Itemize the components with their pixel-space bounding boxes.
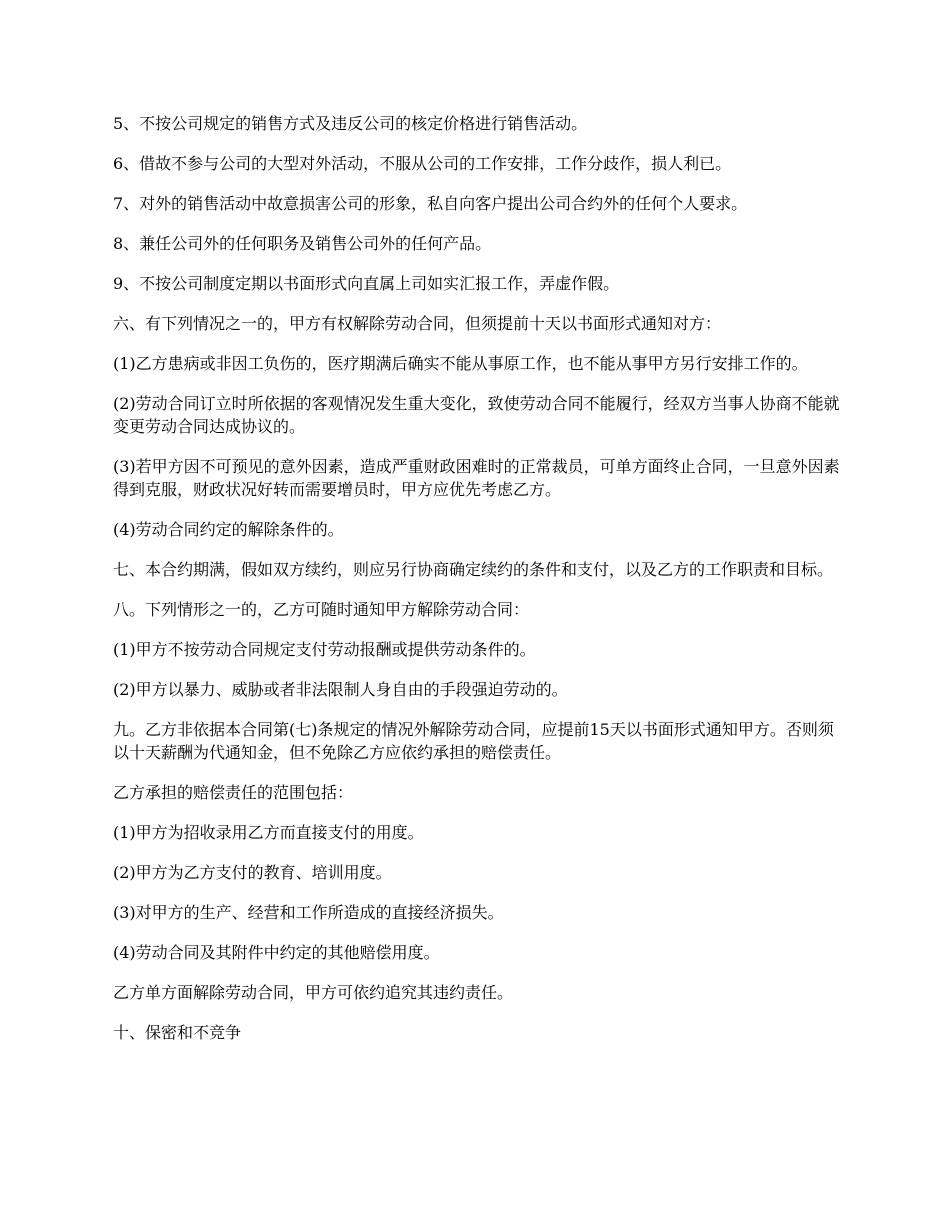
paragraph-item-9: 9、不按公司制度定期以书面形式向直属上司如实汇报工作，弄虚作假。 bbox=[113, 274, 620, 293]
section-eight-item-1: (1)甲方不按劳动合同规定支付劳动报酬或提供劳动条件的。 bbox=[113, 640, 536, 659]
paragraph-item-7: 7、对外的销售活动中故意损害公司的形象，私自向客户提出公司合约外的任何个人要求。 bbox=[113, 194, 748, 213]
section-six-item-1: (1)乙方患病或非因工负伤的，医疗期满后确实不能从事原工作，也不能从事甲方另行安排工作的。 bbox=[113, 354, 808, 373]
section-six-item-4: (4)劳动合同约定的解除条件的。 bbox=[113, 520, 344, 539]
compensation-item-4: (4)劳动合同及其附件中约定的其他赔偿用度。 bbox=[113, 943, 440, 962]
paragraph-item-8: 8、兼任公司外的任何职务及销售公司外的任何产品。 bbox=[113, 234, 492, 253]
section-six-heading: 六、有下列情况之一的，甲方有权解除劳动合同，但须提前十天以书面形式通知对方： bbox=[113, 314, 722, 333]
paragraph-item-5: 5、不按公司规定的销售方式及违反公司的核定价格进行销售活动。 bbox=[113, 114, 588, 133]
compensation-item-1: (1)甲方为招收录用乙方而直接支付的用度。 bbox=[113, 823, 424, 842]
compensation-scope-heading: 乙方承担的赔偿责任的范围包括： bbox=[113, 783, 354, 802]
paragraph-item-6: 6、借故不参与公司的大型对外活动，不服从公司的工作安排，工作分歧作，损人利已。 bbox=[113, 154, 732, 173]
document-body bbox=[113, 112, 843, 1061]
compensation-item-3: (3)对甲方的生产、经营和工作所造成的直接经济损失。 bbox=[113, 903, 504, 922]
section-seven: 七、本合约期满，假如双方续约，则应另行协商确定续约的条件和支付，以及乙方的工作职责和目标。 bbox=[113, 560, 834, 579]
section-ten-heading: 十、保密和不竞争 bbox=[113, 1023, 242, 1042]
section-six-item-3: (3)若甲方因不可预见的意外因素，造成严重财政困难时的正常裁员，可单方面终止合同，一旦意外因素得到克服，财政状况好转而需要增员时，甲方应优先考虑乙方。 bbox=[113, 457, 840, 499]
compensation-item-2: (2)甲方为乙方支付的教育、培训用度。 bbox=[113, 863, 392, 882]
unilateral-termination-note: 乙方单方面解除劳动合同，甲方可依约追究其违约责任。 bbox=[113, 983, 514, 1002]
section-six-item-2: (2)劳动合同订立时所依据的客观情况发生重大变化，致使劳动合同不能履行，经双方当事人协商不能就变更劳动合同达成协议的。 bbox=[113, 394, 840, 436]
section-eight-heading: 八。下列情形之一的，乙方可随时通知甲方解除劳动合同： bbox=[113, 600, 530, 619]
section-nine: 九。乙方非依据本合同第(七)条规定的情况外解除劳动合同，应提前15天以书面形式通知甲方。否则须以十天薪酬为代通知金，但不免除乙方应依约承担的赔偿责任。 bbox=[113, 720, 834, 762]
section-eight-item-2: (2)甲方以暴力、威胁或者非法限制人身自由的手段强迫劳动的。 bbox=[113, 680, 568, 699]
